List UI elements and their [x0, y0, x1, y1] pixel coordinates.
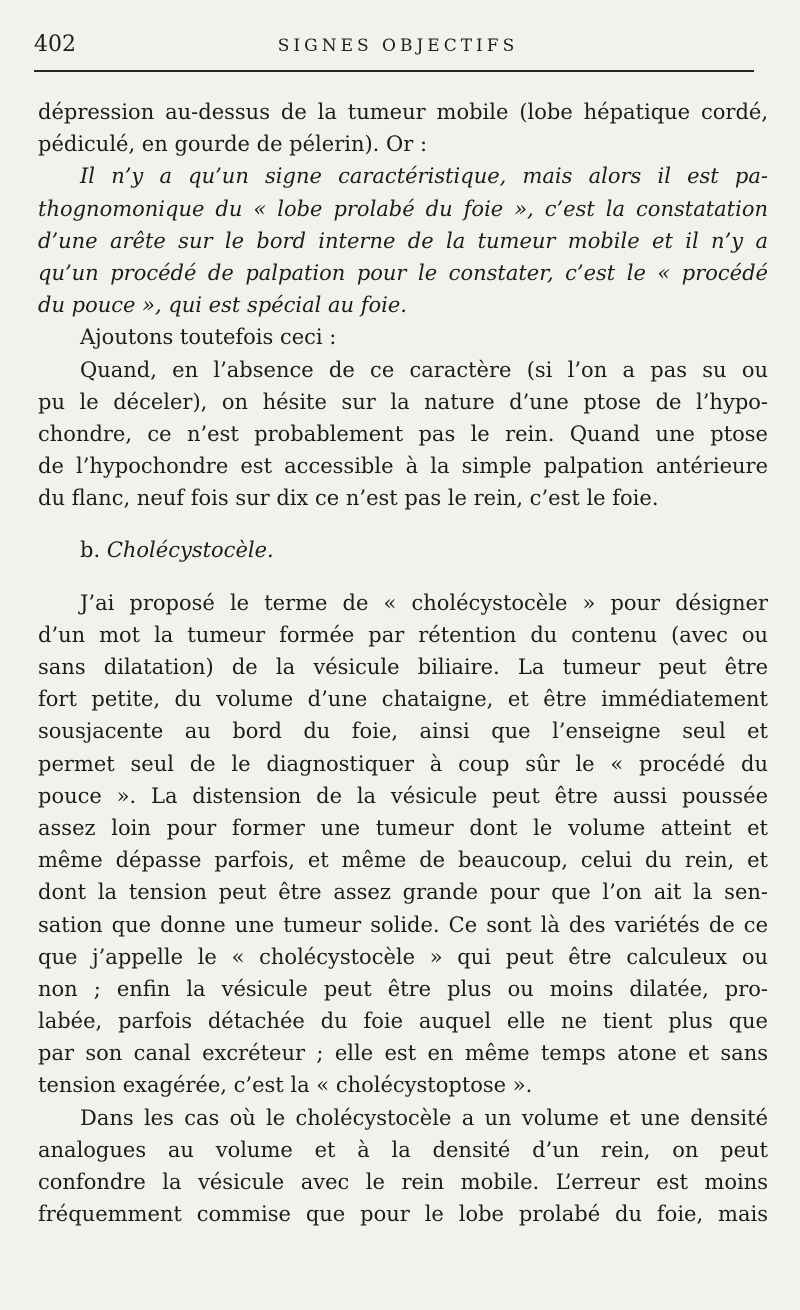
text-line: pouce ». La distension de la vésicule peut être aussi poussée	[38, 783, 768, 808]
text-line: dont la tension peut être assez grande pour que l’on ait la sen-	[38, 880, 768, 905]
paragraph-gap	[38, 514, 768, 534]
text-line: sans dilatation) de la vésicule biliaire. La tumeur peut être	[38, 655, 768, 679]
text-line: non ; enfin la vésicule peut être plus ou moins dilatée, pro-	[38, 976, 768, 1001]
page-header	[34, 30, 762, 64]
text-line: par son canal excréteur ; elle est en même temps atone et sans	[38, 1041, 768, 1066]
text-line: assez loin pour former une tumeur dont le volume atteint et	[38, 815, 768, 840]
text-line: que j’appelle le « cholécystocèle » qui peut être calculeux ou	[38, 944, 768, 969]
paragraph-gap	[38, 567, 768, 587]
text-line: pu le déceler), on hésite sur la nature d’une ptose de l’hypo-	[38, 389, 768, 414]
text-line: du flanc, neuf fois sur dix ce n’est pas le rein, c’est le foie.	[38, 486, 659, 511]
italic-text-line: thognomonique du « lobe prolabé du foie », c’est la constatation	[38, 196, 768, 221]
text-line: même dépasse parfois, et même de beaucoup, celui du rein, et	[38, 848, 768, 873]
text-line: Quand, en l’absence de ce caractère (si l’on a pas su ou	[80, 357, 768, 382]
text-line: J’ai proposé le terme de « cholécystocèle » pour désigner	[80, 590, 768, 615]
text-line: pédiculé, en gourde de pélerin). Or :	[38, 132, 428, 157]
text-line: permet seul de le diagnostiquer à coup sûr le « procédé du	[38, 751, 768, 776]
body-text	[38, 96, 768, 1230]
italic-text-line: du pouce », qui est spécial au foie.	[38, 293, 407, 318]
text-line: labée, parfois détachée du foie auquel elle ne tient plus que	[38, 1009, 768, 1034]
section-heading	[38, 534, 768, 566]
italic-text-line: Il n’y a qu’un signe caractéristique, mais alors il est pa-	[80, 164, 768, 189]
running-head: SIGNES OBJECTIFS	[277, 36, 519, 56]
section-title: Cholécystocèle.	[106, 538, 274, 563]
text-line: chondre, ce n’est probablement pas le rein. Quand une ptose	[38, 421, 768, 446]
text-line: confondre la vésicule avec le rein mobile. L’erreur est moins	[38, 1170, 768, 1194]
header-rule	[34, 70, 754, 72]
text-line: analogues au volume et à la densité d’un rein, on peut	[38, 1137, 768, 1162]
page-number: 402	[34, 32, 76, 57]
text-line: fort petite, du volume d’une chataigne, et être immédiatement	[38, 687, 768, 712]
text-line: dépression au-dessus de la tumeur mobile (lobe hépatique cordé,	[38, 100, 768, 124]
text-line: sousjacente au bord du foie, ainsi que l’enseigne seul et	[38, 719, 768, 744]
text-line: Dans les cas où le cholécystocèle a un volume et une densité	[80, 1105, 768, 1130]
text-line: de l’hypochondre est accessible à la simple palpation antérieure	[38, 454, 768, 479]
text-line: tension exagérée, c’est la « cholécystoptose ».	[38, 1073, 533, 1098]
section-letter: b.	[80, 538, 101, 563]
text-line: sation que donne une tumeur solide. Ce sont là des variétés de ce	[38, 912, 768, 937]
text-line: fréquemment commise que pour le lobe prolabé du foie, mais	[38, 1202, 768, 1227]
text-line: d’un mot la tumeur formée par rétention du contenu (avec ou	[38, 622, 768, 647]
italic-text-line: qu’un procédé de palpation pour le constater, c’est le « procédé	[38, 260, 768, 285]
text-line: Ajoutons toutefois ceci :	[80, 325, 337, 350]
italic-text-line: d’une arête sur le bord interne de la tumeur mobile et il n’y a	[38, 228, 768, 253]
